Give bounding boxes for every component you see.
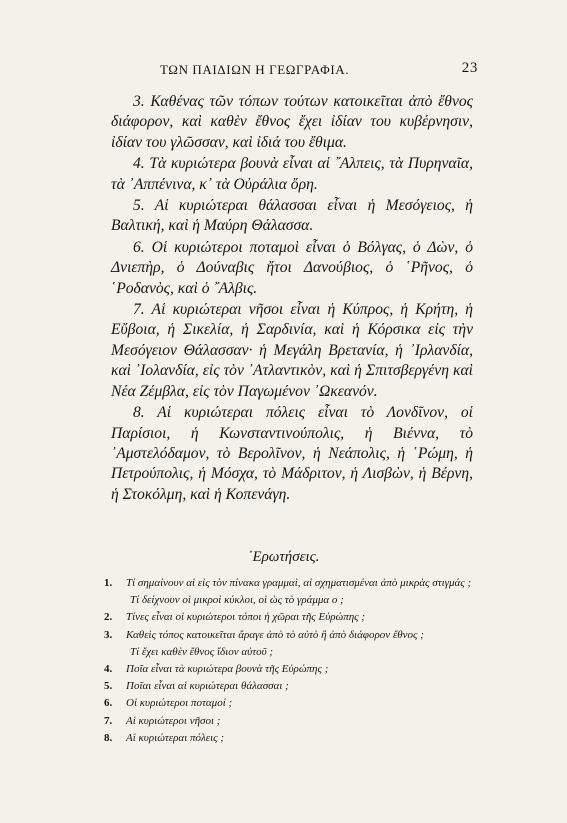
paragraph-8: 8. Αἱ κυριώτεραι πόλεις εἶναι τὸ Λονδῖνον, οἱ Παρίσιοι, ἡ Κωνσταντινούπολις, ἡ Βιέννα, τὸ ᾿Αμστελόδαμον, τὸ Βερολῖνον, ἡ Νεάπολις, ἡ ῾Ρώμη, ἡ Πετρούπολις, ἡ Μόσχα, τὸ Μάδριτον, ἡ Λισβὼν, ἡ Βέρνη, ἡ Στοκόλμη, καὶ ἡ Κοπενάγη.: [111, 404, 473, 503]
question-text: Αἱ κυριώτεροι νῆσοι ;: [126, 714, 221, 727]
question-item: [104, 593, 484, 607]
question-number: 4.: [104, 663, 113, 676]
paragraph-6: 6. Οἱ κυριώτεροι ποταμοὶ εἶναι ὁ Βόλγας, ὁ Δὼν, ὁ Δνιεπὴρ, ὁ Δούναβις ἤτοι Δανούβιος, ὁ ῾Ρῆνος, ὁ ῾Ροδανὸς, καὶ ὁ ῎Αλβις.: [111, 238, 473, 297]
question-item: [104, 679, 484, 693]
question-item: [104, 662, 484, 676]
question-item: [104, 696, 484, 710]
question-text: Οἱ κυριώτεροι ποταμοί ;: [126, 697, 233, 710]
question-item: [104, 714, 484, 728]
question-item: [104, 576, 484, 590]
question-text: Τί ἔχει καθὲν ἔθνος ἴδιον αὐτοῦ ;: [130, 645, 274, 658]
question-text: Αἱ κυριώτεραι πόλεις ;: [126, 731, 225, 744]
paragraph-7: 7. Αἱ κυριώτεραι νῆσοι εἶναι ἡ Κύπρος, ἡ Κρήτη, ἡ Εὔβοια, ἡ Σικελία, ἡ Σαρδινία, καὶ ἡ Κόρσικα εἰς τὴν Μεσόγειον Θάλασσαν· ἡ Μεγάλη Βρετανία, ἡ ᾿Ιρλανδία, καὶ ᾿Ιολανδία, εἰς τὸν ᾿Ατλαντικὸν, καὶ ἡ Σπιτσβεργένη καὶ Νέα Ζέμβλα, εἰς τὸν Παγωμένον ᾿Ωκεανόν.: [111, 301, 473, 400]
question-text: Καθεὶς τόπος κατοικεῖται ἄραγε ἀπὸ τὸ αὐτὸ ἢ ἀπὸ διάφορον ἔθνος ;: [126, 628, 424, 641]
question-number: 6.: [104, 697, 113, 710]
paragraph-5: 5. Αἱ κυριώτεραι θάλασσαι εἶναι ἡ Μεσόγειος, ἡ Βαλτική, καὶ ἡ Μαύρη Θάλασσα.: [111, 197, 473, 235]
question-number: 1.: [104, 577, 113, 589]
questions-list: [104, 576, 484, 748]
question-item: [104, 645, 484, 659]
question-number: 5.: [104, 680, 113, 693]
question-text: Ποῖα εἶναι τὰ κυριώτερα βουνὰ τῆς Εὐρώπης ;: [126, 663, 329, 676]
question-text: Τί δείχνουν οἱ μικροὶ κύκλοι, οἱ ὡς τὸ γράμμα ο ;: [130, 594, 344, 607]
question-text: Τίνες εἶναι οἱ κυριώτεροι τόποι ἡ χῶραι τῆς Εὐρώπης ;: [126, 611, 366, 624]
main-text: [111, 92, 473, 505]
questions-heading: ᾿Ερωτήσεις.: [247, 549, 320, 565]
question-item: [104, 731, 484, 745]
question-number: 7.: [104, 714, 113, 727]
page-number: 23: [461, 60, 478, 76]
running-title: ΤΩΝ ΠΑΙΔΙΩΝ Η ΓΕΩΓΡΑΦΙΑ.: [160, 62, 350, 77]
paragraph-4: 4. Τὰ κυριώτερα βουνὰ εἶναι αἱ ῎Αλπεις, τὰ Πυρηναῖα, τὰ ᾿Αππένινα, κ᾽ τὰ Οὐράλια ὄρη.: [111, 155, 473, 193]
paragraph-3: 3. Καθένας τῶν τόπων τούτων κατοικεῖται ἀπὸ ἔθνος διάφορον, καὶ καθὲν ἔθνος ἔχει ἰδίαν του κυβέρνησιν, ἰδίαν του γλῶσσαν, καὶ ἰδιά του ἔθιμα.: [111, 93, 473, 151]
question-number: 2.: [104, 611, 113, 624]
question-text: Τί σημαίνουν αἱ εἰς τὸν πίνακα γραμμαὶ, αἱ σχηματισμέναι ἀπὸ μικρὰς στιγμάς ;: [126, 577, 472, 589]
question-number: 8.: [104, 731, 113, 744]
question-number: 3.: [104, 628, 113, 641]
question-item: [104, 628, 484, 642]
page-header: [98, 60, 478, 80]
question-item: [104, 610, 484, 624]
question-text: Ποῖαι εἶναι αἱ κυριώτεραι θάλασσαι ;: [126, 680, 289, 693]
